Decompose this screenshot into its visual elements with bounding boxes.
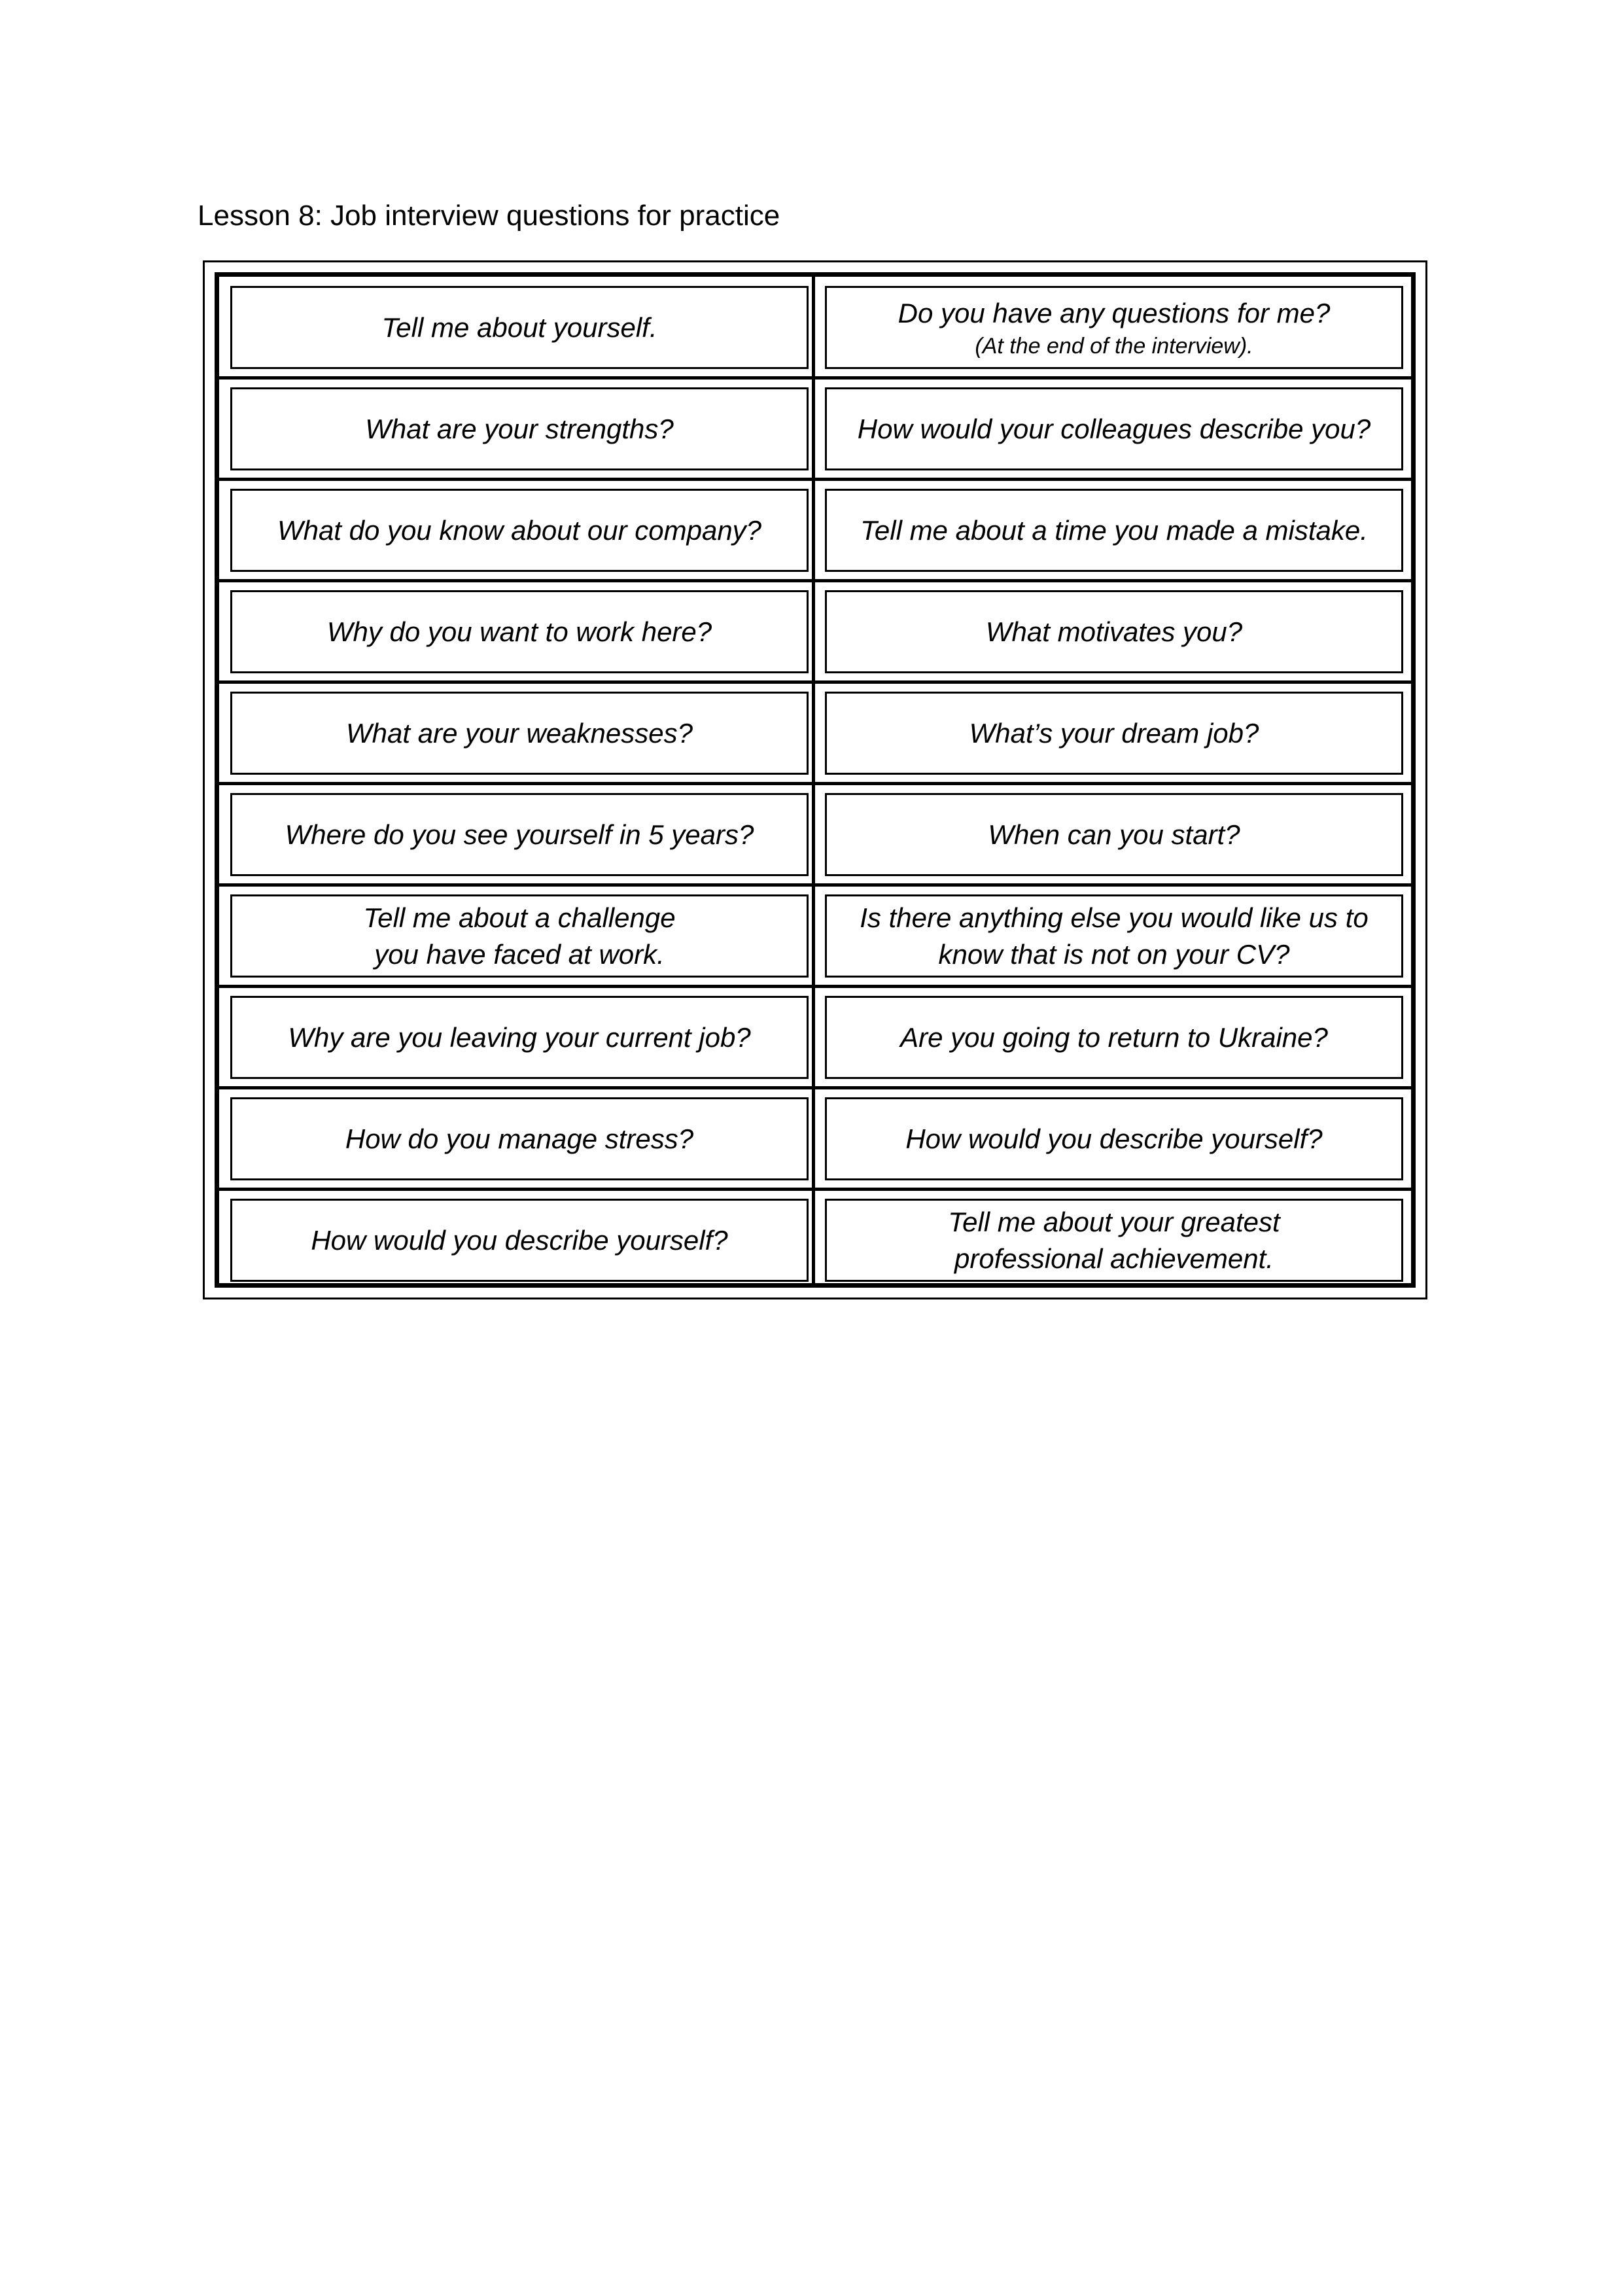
question-text: Tell me about yourself. — [381, 311, 657, 343]
row-separator — [219, 883, 1411, 887]
column-divider — [812, 277, 815, 1283]
question-text: Tell me about your greatest — [948, 1206, 1280, 1237]
question-text: How would you describe yourself? — [311, 1224, 728, 1256]
question-text: Is there anything else you would like us to — [860, 902, 1369, 933]
question-text: How do you manage stress? — [345, 1123, 694, 1154]
question-text: What are your weaknesses? — [346, 717, 693, 749]
question-card[interactable] — [825, 793, 1403, 876]
question-card[interactable] — [825, 1199, 1403, 1282]
question-card[interactable] — [825, 894, 1403, 978]
question-text: What do you know about our company? — [277, 514, 762, 546]
question-card[interactable] — [230, 489, 809, 572]
question-card[interactable] — [230, 1097, 809, 1180]
question-text: Are you going to return to Ukraine? — [900, 1021, 1328, 1053]
question-cards-frame — [203, 260, 1427, 1299]
page-title: Lesson 8: Job interview questions for practice — [198, 200, 780, 232]
row-separator — [219, 376, 1411, 380]
question-text: How would you describe yourself? — [905, 1123, 1323, 1154]
question-text: How would your colleagues describe you? — [857, 413, 1371, 444]
question-cards-grid — [215, 272, 1416, 1288]
question-card[interactable] — [230, 387, 809, 470]
question-text: What are your strengths? — [365, 413, 674, 444]
question-card[interactable] — [825, 387, 1403, 470]
question-text: Do you have any questions for me? — [898, 297, 1331, 328]
question-card[interactable] — [230, 1199, 809, 1282]
question-card[interactable] — [230, 996, 809, 1079]
question-card[interactable] — [825, 996, 1403, 1079]
question-text: Why do you want to work here? — [326, 616, 712, 647]
row-separator — [219, 579, 1411, 582]
question-text: know that is not on your CV? — [938, 938, 1290, 970]
question-note: (At the end of the interview). — [975, 333, 1253, 359]
question-text: Tell me about a challenge — [363, 902, 676, 933]
question-card[interactable] — [230, 894, 809, 978]
question-text: you have faced at work. — [374, 938, 665, 970]
row-separator — [219, 680, 1411, 684]
question-card[interactable] — [825, 590, 1403, 673]
question-text: What’s your dream job? — [969, 717, 1259, 749]
row-separator — [219, 985, 1411, 988]
question-card[interactable] — [230, 590, 809, 673]
row-separator — [219, 782, 1411, 785]
question-card[interactable] — [230, 692, 809, 775]
row-separator — [219, 1086, 1411, 1089]
question-text: Why are you leaving your current job? — [288, 1021, 751, 1053]
question-card[interactable] — [825, 692, 1403, 775]
question-text: professional achievement. — [954, 1243, 1274, 1274]
question-text: Where do you see yourself in 5 years? — [285, 819, 754, 850]
question-card[interactable] — [825, 1097, 1403, 1180]
question-card[interactable] — [230, 286, 809, 369]
row-separator — [219, 1188, 1411, 1191]
question-card[interactable] — [825, 489, 1403, 572]
question-text: Tell me about a time you made a mistake. — [860, 514, 1368, 546]
row-separator — [219, 478, 1411, 481]
question-text: What motivates you? — [985, 616, 1243, 647]
question-card[interactable] — [230, 793, 809, 876]
question-card[interactable] — [825, 286, 1403, 369]
question-text: When can you start? — [988, 819, 1240, 850]
